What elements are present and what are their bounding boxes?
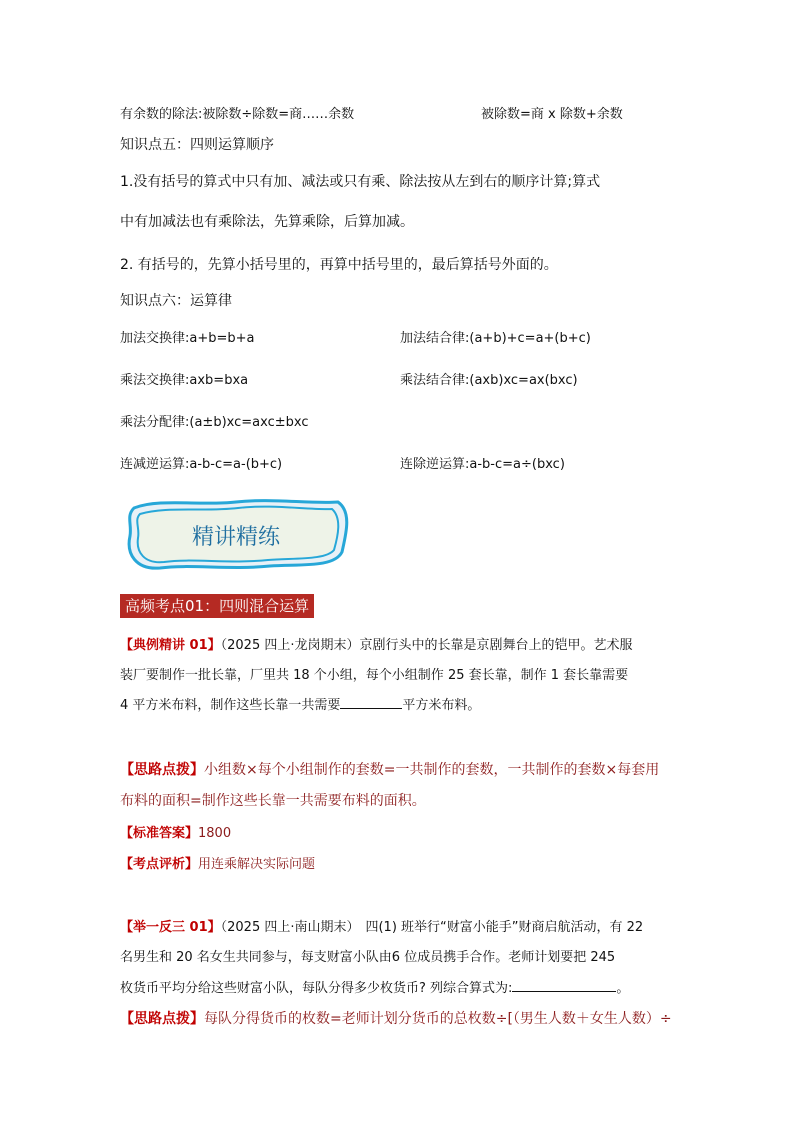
hint-tag: 【思路点拨】 <box>120 1011 204 1027</box>
section-banner <box>120 494 352 574</box>
hint1-line1 <box>120 759 659 779</box>
kp5-line1: 1.没有括号的算式中只有加、减法或只有乘、除法按从左到右的顺序计算;算式 <box>120 174 601 190</box>
kp6-title: 知识点六：运算律 <box>120 293 232 309</box>
division-rule-right: 被除数=商 x 除数+余数 <box>481 107 623 122</box>
law-label: 加法交换律: <box>120 331 190 346</box>
practice-text-1: 四(1) 班举行“财富小能手”财商启航活动，有 22 <box>365 920 644 935</box>
answer1 <box>120 822 231 841</box>
example-text-3b: 平方米布料。 <box>402 698 481 713</box>
analysis-tag: 【考点评析】 <box>120 857 199 872</box>
practice1-line3 <box>120 977 629 996</box>
hint-tag: 【思路点拨】 <box>120 762 204 778</box>
law-distributive <box>120 411 309 430</box>
topic-prefix: 高频考点 <box>125 597 186 615</box>
hint-text: 每队分得货币的枚数=老师计划分货币的总枚数÷[（男生人数＋女生人数）÷ <box>204 1011 672 1027</box>
answer-value: 1800 <box>198 826 232 841</box>
banner-frame <box>120 494 352 574</box>
analysis-text: 用连乘解决实际问题 <box>198 857 316 872</box>
example1-line1 <box>120 634 633 653</box>
law-formula: (a+b)+c=a+(b+c) <box>469 331 591 346</box>
topic-bar <box>120 594 314 618</box>
law-formula: a-b-c=a-(b+c) <box>189 457 283 472</box>
example-tag: 【典例精讲 01】 <box>120 638 221 653</box>
law-continuous-division <box>400 453 565 472</box>
kp5-line3: 2. 有括号的，先算小括号里的，再算中括号里的，最后算括号外面的。 <box>120 257 558 273</box>
kp5-title: 知识点五：四则运算顺序 <box>120 137 274 153</box>
law-label: 连减逆运算: <box>120 457 190 472</box>
law-multiplication-commutative <box>120 369 248 388</box>
example1-line2: 装厂要制作一批长靠，厂里共 18 个小组，每个小组制作 25 套长靠，制作 1 套长靠需要 <box>120 668 629 683</box>
example-text-3a: 4 平方米布料，制作这些长靠一共需要 <box>120 698 341 713</box>
law-label: 乘法分配律: <box>120 415 190 430</box>
law-formula: a-b-c=a÷(bxc) <box>469 457 565 472</box>
hint1-line2: 布料的面积=制作这些长靠一共需要布料的面积。 <box>120 793 426 809</box>
practice1-line2: 名男生和 20 名女生共同参与，每支财富小队由6 位成员携手合作。老师计划要把 245 <box>120 950 616 965</box>
practice-text-3a: 枚货币平均分给这些财富小队，每队分得多少枚货币? 列综合算式为: <box>120 981 513 996</box>
practice1-line1 <box>120 916 643 935</box>
law-formula: (a±b)xc=axc±bxc <box>189 415 309 430</box>
law-formula: axb=bxa <box>189 373 249 388</box>
formula-blank[interactable] <box>512 977 616 992</box>
law-addition-commutative <box>120 327 255 346</box>
law-label: 乘法交换律: <box>120 373 190 388</box>
answer-tag: 【标准答案】 <box>120 826 199 841</box>
example-source: （2025 四上·龙岗期末） <box>220 638 360 653</box>
division-rule-left: 有余数的除法:被除数÷除数=商……余数 <box>120 107 355 122</box>
law-label: 加法结合律: <box>400 331 470 346</box>
law-label: 乘法结合律: <box>400 373 470 388</box>
answer-blank[interactable] <box>340 694 402 709</box>
practice-source: （2025 四上·南山期末） <box>220 920 360 935</box>
law-continuous-subtraction <box>120 453 282 472</box>
law-formula: a+b=b+a <box>189 331 255 346</box>
law-multiplication-associative <box>400 369 578 388</box>
hint2-line1 <box>120 1008 672 1028</box>
example1-line3 <box>120 694 480 713</box>
practice-text-3b: 。 <box>616 981 630 996</box>
practice-tag: 【举一反三 01】 <box>120 920 221 935</box>
banner-text: 精讲精练 <box>191 525 281 550</box>
topic-label: 01：四则混合运算 <box>185 597 310 615</box>
law-addition-associative <box>400 327 591 346</box>
kp5-line2: 中有加减法也有乘除法，先算乘除，后算加减。 <box>120 214 414 230</box>
example-text-1: 京剧行头中的长靠是京剧舞台上的铠甲。艺术服 <box>359 638 633 653</box>
hint-text-1: 小组数×每个小组制作的套数=一共制作的套数，一共制作的套数×每套用 <box>204 762 660 778</box>
law-label: 连除逆运算: <box>400 457 470 472</box>
law-formula: (axb)xc=ax(bxc) <box>469 373 578 388</box>
analysis1 <box>120 853 315 872</box>
